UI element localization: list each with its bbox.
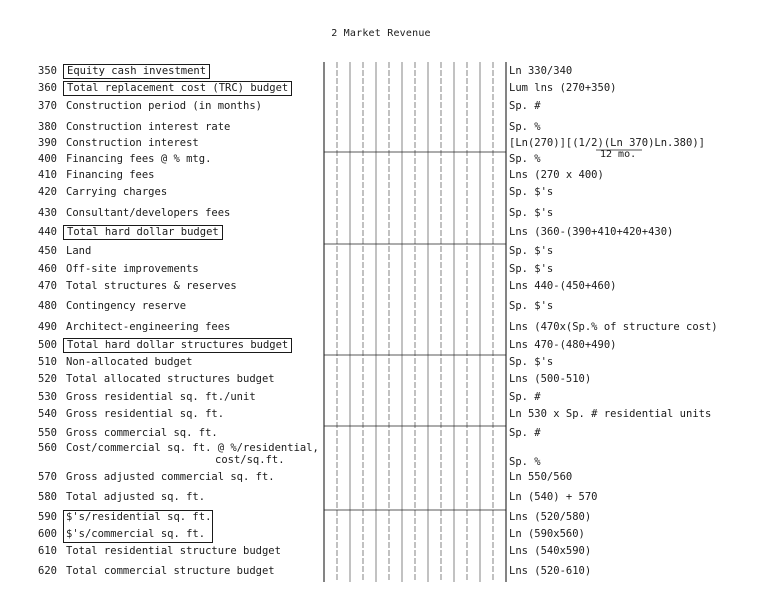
row-480 — [0, 299, 762, 315]
row-370 — [0, 99, 762, 115]
line-formula: Sp. $'s — [509, 186, 554, 198]
line-formula: Sp. # — [509, 100, 541, 112]
line-formula: Sp. $'s — [509, 263, 554, 275]
line-label: Gross residential sq. ft./unit — [66, 391, 256, 403]
line-number: 480 — [38, 300, 57, 312]
line-number: 430 — [38, 207, 57, 219]
row-450 — [0, 244, 762, 260]
line-number: 420 — [38, 186, 57, 198]
line-formula: Ln (540) + 570 — [509, 491, 598, 503]
line-formula: Sp. $'s — [509, 245, 554, 257]
line-number: 530 — [38, 391, 57, 403]
row-420 — [0, 185, 762, 201]
line-number: 550 — [38, 427, 57, 439]
line-formula: Lns (540x590) — [509, 545, 592, 557]
line-formula: [Ln(270)][(1/2)(Ln 370)Ln.380)] — [509, 137, 705, 149]
line-label: Consultant/developers fees — [66, 207, 231, 219]
line-formula: Ln 330/340 — [509, 65, 573, 77]
line-number: 400 — [38, 153, 57, 165]
line-formula: Sp. # — [509, 391, 541, 403]
line-label: Financing fees @ % mtg. — [66, 153, 212, 165]
line-formula: Ln (590x560) — [509, 528, 585, 540]
line-label: Construction period (in months) — [66, 100, 262, 112]
line-number: 410 — [38, 169, 57, 181]
row-380 — [0, 120, 762, 136]
row-510 — [0, 355, 762, 371]
line-number: 540 — [38, 408, 57, 420]
line-label: $'s/residential sq. ft. — [66, 511, 212, 523]
grouped-box — [63, 510, 213, 543]
line-formula: Sp. % — [509, 153, 541, 165]
line-number: 460 — [38, 263, 57, 275]
line-label: Construction interest rate — [66, 121, 231, 133]
line-label: Gross residential sq. ft. — [66, 408, 225, 420]
line-label-continuation: cost/sq.ft. — [215, 454, 285, 466]
line-formula: Sp. % — [509, 121, 541, 133]
row-520 — [0, 372, 762, 388]
line-label: Land — [66, 245, 92, 257]
line-number: 370 — [38, 100, 57, 112]
line-formula: Lns (500-510) — [509, 373, 592, 385]
line-label: Carrying charges — [66, 186, 168, 198]
row-570 — [0, 470, 762, 486]
line-number: 450 — [38, 245, 57, 257]
line-label: Construction interest — [66, 137, 199, 149]
line-number: 470 — [38, 280, 57, 292]
row-610 — [0, 544, 762, 560]
line-label: Total hard dollar structures budget — [63, 338, 292, 353]
row-580 — [0, 490, 762, 506]
line-formula: Lns (520/580) — [509, 511, 592, 523]
line-label: Gross adjusted commercial sq. ft. — [66, 471, 275, 483]
row-470 — [0, 279, 762, 295]
row-550 — [0, 426, 762, 442]
line-formula: Ln 530 x Sp. # residential units — [509, 408, 712, 420]
line-number: 350 — [38, 65, 57, 77]
line-number: 610 — [38, 545, 57, 557]
line-number: 570 — [38, 471, 57, 483]
row-490 — [0, 320, 762, 336]
row-390 — [0, 136, 762, 152]
row-350 — [0, 64, 762, 80]
page-title: 2 Market Revenue — [331, 28, 431, 39]
line-label: Total residential structure budget — [66, 545, 281, 557]
line-formula: Ln 550/560 — [509, 471, 573, 483]
line-formula: Lum lns (270+350) — [509, 82, 617, 94]
line-label: Total hard dollar budget — [63, 225, 223, 240]
line-number: 520 — [38, 373, 57, 385]
line-number: 580 — [38, 491, 57, 503]
line-label: Gross commercial sq. ft. — [66, 427, 218, 439]
line-number: 560 — [38, 442, 57, 454]
line-number: 380 — [38, 121, 57, 133]
row-530 — [0, 390, 762, 406]
row-410 — [0, 168, 762, 184]
row-620 — [0, 564, 762, 580]
line-label: Cost/commercial sq. ft. @ %/residential, — [66, 442, 319, 454]
row-540 — [0, 407, 762, 423]
line-number: 440 — [38, 226, 57, 238]
row-500 — [0, 338, 762, 354]
line-label: Off-site improvements — [66, 263, 199, 275]
line-number: 490 — [38, 321, 57, 333]
line-formula: Sp. % — [509, 456, 541, 468]
line-label: Total replacement cost (TRC) budget — [63, 81, 292, 96]
line-formula: Lns (270 x 400) — [509, 169, 604, 181]
row-460 — [0, 262, 762, 278]
line-label: Non-allocated budget — [66, 356, 193, 368]
line-formula: Lns (470x(Sp.% of structure cost) — [509, 321, 718, 333]
line-label: Total allocated structures budget — [66, 373, 275, 385]
line-number: 500 — [38, 339, 57, 351]
line-number: 390 — [38, 137, 57, 149]
line-formula: Lns 440-(450+460) — [509, 280, 617, 292]
formula-denominator: 12 mo. — [600, 149, 637, 160]
line-formula: Lns (360-(390+410+420+430) — [509, 226, 674, 238]
line-label: Architect-engineering fees — [66, 321, 231, 333]
line-formula: Sp. $'s — [509, 356, 554, 368]
row-360 — [0, 81, 762, 97]
line-formula: Sp. # — [509, 427, 541, 439]
row-430 — [0, 206, 762, 222]
line-label: Financing fees — [66, 169, 155, 181]
line-label: Contingency reserve — [66, 300, 187, 312]
line-formula: Lns 470-(480+490) — [509, 339, 617, 351]
line-number: 600 — [38, 528, 57, 540]
line-formula: Sp. $'s — [509, 300, 554, 312]
line-label: Total adjusted sq. ft. — [66, 491, 206, 503]
line-label: Total commercial structure budget — [66, 565, 275, 577]
line-label: $'s/commercial sq. ft. — [66, 528, 206, 540]
line-number: 620 — [38, 565, 57, 577]
row-400 — [0, 149, 762, 168]
line-number: 590 — [38, 511, 57, 523]
line-label: Total structures & reserves — [66, 280, 237, 292]
line-number: 360 — [38, 82, 57, 94]
line-formula: Lns (520-610) — [509, 565, 592, 577]
row-440 — [0, 225, 762, 241]
row-560 — [0, 441, 762, 468]
line-label: Equity cash investment — [63, 64, 210, 79]
line-number: 510 — [38, 356, 57, 368]
line-formula: Sp. $'s — [509, 207, 554, 219]
